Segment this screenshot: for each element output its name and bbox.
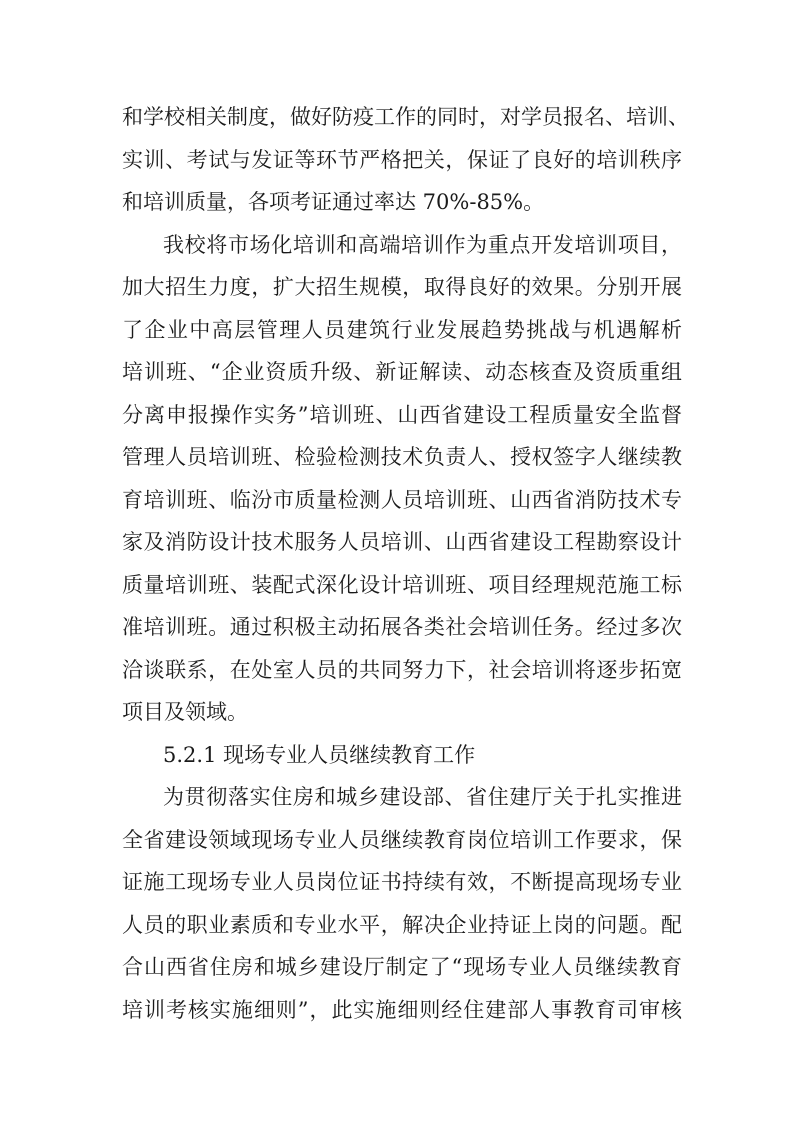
paragraph-3-line-2: 全省建设领域现场专业人员继续教育岗位培训工作要求，保: [122, 828, 682, 852]
paragraph-3-line-1: 为贯彻落实住房和城乡建设部、省住建厅关于扎实推进: [163, 785, 682, 809]
paragraph-2-line-7: 育培训班、临汾市质量检测人员培训班、山西省消防技术专: [122, 488, 682, 512]
paragraph-3-line-5: 合山西省住房和城乡建设厅制定了“现场专业人员继续教育: [122, 955, 682, 979]
paragraph-2-line-8: 家及消防设计技术服务人员培训、山西省建设工程勘察设计: [122, 530, 682, 554]
paragraph-2-line-12: 项目及领域。: [122, 700, 248, 724]
paragraph-3-line-3: 证施工现场专业人员岗位证书持续有效，不断提高现场专业: [122, 870, 682, 894]
paragraph-2-line-2: 加大招生力度，扩大招生规模，取得良好的效果。分别开展: [122, 275, 682, 299]
paragraph-2-line-1: 我校将市场化培训和高端培训作为重点开发培训项目，: [163, 233, 682, 257]
paragraph-1-line-1: 和学校相关制度，做好防疫工作的同时，对学员报名、培训、: [122, 105, 689, 129]
paragraph-2-line-11: 洽谈联系，在处室人员的共同努力下，社会培训将逐步拓宽: [122, 658, 682, 682]
paragraph-2-line-5: 分离申报操作实务”培训班、山西省建设工程质量安全监督: [122, 403, 682, 427]
paragraph-2-line-3: 了企业中高层管理人员建筑行业发展趋势挑战与机遇解析: [122, 318, 682, 342]
paragraph-1-line-2: 实训、考试与发证等环节严格把关，保证了良好的培训秩序: [122, 148, 682, 172]
section-heading: 5.2.1 现场专业人员继续教育工作: [163, 743, 476, 767]
paragraph-2-line-9: 质量培训班、装配式深化设计培训班、项目经理规范施工标: [122, 573, 682, 597]
paragraph-2-line-6: 管理人员培训班、检验检测技术负责人、授权签字人继续教: [122, 445, 682, 469]
paragraph-1-line-3: 和培训质量，各项考证通过率达 70%-85%。: [122, 190, 545, 214]
paragraph-2-line-4: 培训班、“企业资质升级、新证解读、动态核查及资质重组: [122, 360, 682, 384]
paragraph-3-line-6: 培训考核实施细则”，此实施细则经住建部人事教育司审核: [122, 998, 682, 1022]
paragraph-3-line-4: 人员的职业素质和专业水平，解决企业持证上岗的问题。配: [122, 913, 682, 937]
paragraph-2-line-10: 准培训班。通过积极主动拓展各类社会培训任务。经过多次: [122, 615, 682, 639]
